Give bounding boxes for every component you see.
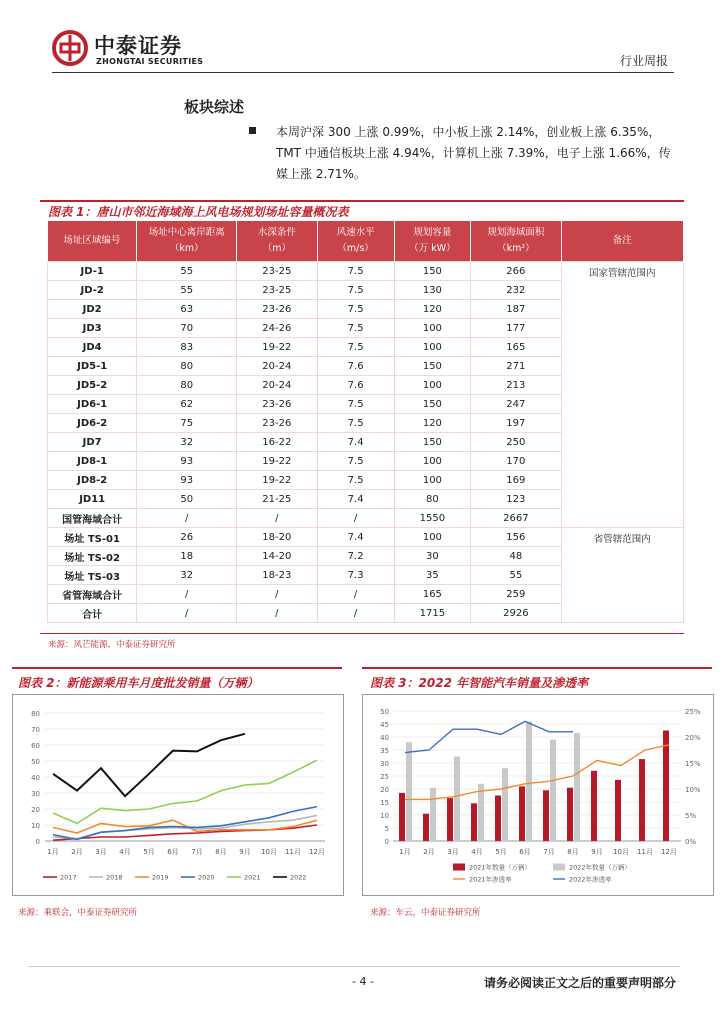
table-cell: 7.6	[317, 357, 394, 376]
chart3-frame	[362, 694, 714, 896]
y2-tick-label: 10%	[685, 786, 701, 794]
table-cell: 150	[394, 395, 470, 414]
table-cell: 23-26	[237, 414, 317, 433]
table-cell: 120	[394, 300, 470, 319]
figure1-title: 图表 1：唐山市邻近海域海上风电场规划场址容量概况表	[48, 205, 349, 219]
figure1-source: 来源：风芒能源、中泰证券研究所	[48, 640, 176, 650]
section-title: 板块综述	[184, 98, 245, 116]
series-line-2022	[53, 734, 245, 796]
y-tick-label: 40	[31, 774, 40, 782]
figure1-bottom-rule	[40, 633, 684, 634]
x-tick-label: 9月	[591, 848, 603, 856]
header-text: （万 kW）	[409, 243, 456, 254]
x-tick-label: 7月	[191, 848, 203, 856]
x-tick-label: 1月	[47, 848, 59, 856]
bar-2021	[519, 786, 525, 841]
table-cell: 232	[471, 281, 561, 300]
site-id-cell: JD5-2	[48, 376, 137, 395]
x-tick-label: 3月	[447, 848, 459, 856]
table-cell: 7.5	[317, 262, 394, 281]
x-tick-label: 5月	[143, 848, 155, 856]
table-cell: /	[317, 509, 394, 528]
site-id-cell: JD-2	[48, 281, 137, 300]
legend-label: 2019	[152, 873, 169, 882]
bar-2021	[615, 780, 621, 841]
table-cell: 80	[137, 357, 237, 376]
table-cell: 7.4	[317, 433, 394, 452]
site-id-cell: JD4	[48, 338, 137, 357]
x-tick-label: 11月	[285, 848, 301, 856]
table-cell: 93	[137, 452, 237, 471]
x-tick-label: 6月	[167, 848, 179, 856]
table-cell: 100	[394, 338, 470, 357]
bar-2022	[454, 757, 460, 842]
table-cell: 48	[471, 547, 561, 566]
table-cell: 23-25	[237, 281, 317, 300]
table-cell: 1715	[394, 604, 470, 623]
table-cell: 93	[137, 471, 237, 490]
site-id-cell: JD8-1	[48, 452, 137, 471]
site-id-cell: JD2	[48, 300, 137, 319]
table-cell: 7.4	[317, 490, 394, 509]
figure2-top-rule	[12, 667, 342, 669]
table-cell: 250	[471, 433, 561, 452]
header-text: （km）	[169, 243, 204, 254]
table-cell: /	[317, 604, 394, 623]
site-id-cell: 国管海域合计	[48, 509, 137, 528]
table-cell: /	[237, 509, 317, 528]
bar-2022	[406, 742, 412, 841]
x-tick-label: 12月	[661, 848, 677, 856]
table-cell: 7.5	[317, 471, 394, 490]
figure3-title: 图表 3：2022 年智能汽车销量及渗透率	[370, 676, 589, 690]
table-body	[48, 262, 684, 623]
table-cell: 55	[471, 566, 561, 585]
header-text: 风速水平	[336, 227, 375, 238]
table-row	[48, 262, 684, 281]
x-tick-label: 1月	[399, 848, 411, 856]
table-cell: 62	[137, 395, 237, 414]
series-line-2020	[53, 807, 317, 840]
table-cell: 7.5	[317, 452, 394, 471]
table-cell: /	[137, 585, 237, 604]
table-cell: 7.3	[317, 566, 394, 585]
y-tick-label: 15	[380, 799, 389, 807]
table-cell: 259	[471, 585, 561, 604]
table-cell: 7.4	[317, 528, 394, 547]
table-cell: /	[137, 509, 237, 528]
table-cell: 2667	[471, 509, 561, 528]
table-cell: 18	[137, 547, 237, 566]
table-cell: 130	[394, 281, 470, 300]
figure3-source: 来源：车云，中泰证券研究所	[370, 908, 481, 918]
table-cell: 120	[394, 414, 470, 433]
legend-swatch	[553, 864, 565, 871]
table-cell: 20-24	[237, 357, 317, 376]
x-tick-label: 8月	[567, 848, 579, 856]
site-id-cell: JD5-1	[48, 357, 137, 376]
table-cell: 177	[471, 319, 561, 338]
x-tick-label: 5月	[495, 848, 507, 856]
table-cell: 156	[471, 528, 561, 547]
site-id-cell: JD8-2	[48, 471, 137, 490]
header-text: 场址区域编号	[63, 235, 121, 246]
x-tick-label: 4月	[471, 848, 483, 856]
table-cell: 23-25	[237, 262, 317, 281]
header-text: 规划海域面积	[487, 227, 545, 238]
y-tick-label: 5	[384, 825, 389, 833]
table-cell: 247	[471, 395, 561, 414]
bar-2021	[591, 771, 597, 841]
table-header-cell	[317, 221, 394, 262]
table-cell: 197	[471, 414, 561, 433]
table-cell: 213	[471, 376, 561, 395]
header-text: （m）	[262, 243, 291, 254]
y-tick-label: 35	[380, 747, 389, 755]
y-tick-label: 50	[380, 708, 389, 716]
table-cell: 100	[394, 471, 470, 490]
section-summary: 本周沪深 300 上涨 0.99%，中小板上涨 2.14%，创业板上涨 6.35%，TMT 中通信板块上涨 4.94%，计算机上涨 7.39%，电子上涨 1.66%，传媒上涨 2.71%。	[276, 125, 671, 181]
y-tick-label: 20	[380, 786, 389, 794]
header-text: （m/s）	[337, 243, 374, 254]
site-id-cell: JD3	[48, 319, 137, 338]
bar-2022	[574, 733, 580, 841]
table-cell: 7.5	[317, 300, 394, 319]
x-tick-label: 4月	[119, 848, 131, 856]
table-cell: 80	[137, 376, 237, 395]
table-header-cell	[48, 221, 137, 262]
table-cell: 100	[394, 376, 470, 395]
legend-label: 2021年数量（万辆）	[469, 863, 532, 872]
table-cell: 187	[471, 300, 561, 319]
bar-2021	[471, 803, 477, 841]
table-cell: 123	[471, 490, 561, 509]
logo-text-en: ZHONGTAI SECURITIES	[96, 57, 204, 66]
y-tick-label: 10	[380, 812, 389, 820]
table-cell: 100	[394, 319, 470, 338]
legend-label: 2021年渗透率	[469, 875, 512, 884]
y-tick-label: 50	[31, 758, 40, 766]
footer-disclaimer: 请务必阅读正文之后的重要声明部分	[483, 976, 676, 990]
ev-wholesale-line-chart	[13, 695, 343, 895]
bar-2021	[567, 788, 573, 841]
table-cell: 100	[394, 528, 470, 547]
table-cell: 150	[394, 433, 470, 452]
legend-label: 2022	[290, 873, 307, 882]
site-id-cell: JD-1	[48, 262, 137, 281]
remark-cell: 省管辖范围内	[561, 528, 683, 623]
header-text: 场址中心离岸距离	[148, 227, 225, 238]
table-header-cell	[237, 221, 317, 262]
x-tick-label: 8月	[215, 848, 227, 856]
smart-car-sales-combo-chart	[363, 695, 713, 895]
table-cell: 55	[137, 262, 237, 281]
bar-2021	[663, 731, 669, 842]
header-text: 规划容量	[413, 227, 452, 238]
site-id-cell: 场址 TS-01	[48, 528, 137, 547]
table-cell: 7.5	[317, 395, 394, 414]
table-cell: 19-22	[237, 452, 317, 471]
legend-label: 2017	[60, 873, 77, 882]
penetration-line-2021	[405, 745, 669, 800]
table-cell: 7.2	[317, 547, 394, 566]
series-line-2021	[53, 760, 317, 823]
legend-label: 2022年数量（万辆）	[569, 863, 632, 872]
table-cell: 7.5	[317, 338, 394, 357]
y2-tick-label: 20%	[685, 734, 701, 742]
bar-2021	[639, 759, 645, 841]
table-header-row	[48, 221, 684, 262]
legend-label: 2021	[244, 873, 261, 882]
x-tick-label: 11月	[637, 848, 653, 856]
site-id-cell: JD6-2	[48, 414, 137, 433]
table-cell: 26	[137, 528, 237, 547]
bar-2021	[495, 796, 501, 842]
site-id-cell: JD7	[48, 433, 137, 452]
table-cell: /	[237, 585, 317, 604]
x-tick-label: 7月	[543, 848, 555, 856]
table-cell: 266	[471, 262, 561, 281]
y-tick-label: 40	[380, 734, 389, 742]
bar-2021	[399, 793, 405, 841]
x-tick-label: 2月	[71, 848, 83, 856]
y2-tick-label: 15%	[685, 760, 701, 768]
table-cell: 271	[471, 357, 561, 376]
y-tick-label: 80	[31, 710, 40, 718]
bar-2022	[550, 740, 556, 841]
y-tick-label: 10	[31, 822, 40, 830]
x-tick-label: 2月	[423, 848, 435, 856]
y-tick-label: 70	[31, 726, 40, 734]
table-cell: 55	[137, 281, 237, 300]
site-id-cell: JD6-1	[48, 395, 137, 414]
table-cell: 23-26	[237, 300, 317, 319]
header-divider	[52, 72, 674, 73]
table-cell: 21-25	[237, 490, 317, 509]
header-text: （km²）	[497, 243, 535, 254]
y-tick-label: 30	[380, 760, 389, 768]
header-text: 备注	[612, 235, 632, 246]
table-cell: 19-22	[237, 471, 317, 490]
table-cell: 19-22	[237, 338, 317, 357]
y2-tick-label: 0%	[685, 838, 697, 846]
figure3-top-rule	[362, 667, 712, 669]
y-tick-label: 25	[380, 773, 389, 781]
bar-2022	[502, 768, 508, 841]
figure2-source: 来源：乘联会，中泰证券研究所	[18, 908, 138, 918]
table-cell: 7.5	[317, 319, 394, 338]
table-cell: 70	[137, 319, 237, 338]
bullet-square-icon	[249, 127, 256, 134]
table-cell: 32	[137, 566, 237, 585]
table-cell: 150	[394, 262, 470, 281]
bar-2022	[478, 784, 484, 841]
table-cell: /	[317, 585, 394, 604]
bar-2021	[423, 814, 429, 841]
x-tick-label: 6月	[519, 848, 531, 856]
report-type-label: 行业周报	[619, 54, 668, 68]
site-id-cell: 合计	[48, 604, 137, 623]
bar-2021	[543, 790, 549, 841]
legend-label: 2022年渗透率	[569, 875, 612, 884]
y-tick-label: 30	[31, 790, 40, 798]
x-tick-label: 3月	[95, 848, 107, 856]
table-cell: 150	[394, 357, 470, 376]
site-id-cell: JD11	[48, 490, 137, 509]
table-cell: 63	[137, 300, 237, 319]
table-row	[48, 528, 684, 547]
bar-2022	[430, 788, 436, 841]
table-cell: 2926	[471, 604, 561, 623]
chart2-frame	[12, 694, 344, 896]
table-cell: 18-23	[237, 566, 317, 585]
table-cell: 83	[137, 338, 237, 357]
footer-divider	[28, 966, 680, 967]
table-cell: /	[137, 604, 237, 623]
table-cell: 1550	[394, 509, 470, 528]
bar-2021	[447, 798, 453, 841]
legend-label: 2020	[198, 873, 215, 882]
y2-tick-label: 5%	[685, 812, 697, 820]
y-tick-label: 0	[384, 838, 389, 846]
table-cell: 16-22	[237, 433, 317, 452]
table-cell: 7.5	[317, 414, 394, 433]
table-cell: 165	[471, 338, 561, 357]
table-cell: 7.5	[317, 281, 394, 300]
y-tick-label: 60	[31, 742, 40, 750]
table-cell: 165	[394, 585, 470, 604]
site-id-cell: 场址 TS-03	[48, 566, 137, 585]
x-tick-label: 9月	[239, 848, 251, 856]
table-header-cell	[394, 221, 470, 262]
table-cell: 23-26	[237, 395, 317, 414]
table-cell: 80	[394, 490, 470, 509]
figure1-top-rule	[40, 200, 684, 202]
table-cell: 14-20	[237, 547, 317, 566]
y-tick-label: 20	[31, 806, 40, 814]
table-cell: 7.6	[317, 376, 394, 395]
legend-swatch	[453, 864, 465, 871]
y-tick-label: 45	[380, 721, 389, 729]
x-tick-label: 12月	[309, 848, 325, 856]
site-capacity-table	[47, 221, 684, 623]
table-cell: 30	[394, 547, 470, 566]
table-cell: 169	[471, 471, 561, 490]
table-cell: 24-26	[237, 319, 317, 338]
table-cell: 32	[137, 433, 237, 452]
site-id-cell: 场址 TS-02	[48, 547, 137, 566]
site-id-cell: 省管海域合计	[48, 585, 137, 604]
y2-tick-label: 25%	[685, 708, 701, 716]
table-header-cell	[137, 221, 237, 262]
table-header-cell	[471, 221, 561, 262]
figure2-title: 图表 2：新能源乘用车月度批发销量（万辆）	[18, 676, 259, 690]
table-cell: 35	[394, 566, 470, 585]
x-tick-label: 10月	[261, 848, 277, 856]
table-cell: 18-20	[237, 528, 317, 547]
legend-label: 2018	[106, 873, 123, 882]
zhongtai-logo-icon	[52, 30, 88, 66]
header-text: 水深条件	[257, 227, 296, 238]
table-cell: 100	[394, 452, 470, 471]
table-cell: /	[237, 604, 317, 623]
table-cell: 20-24	[237, 376, 317, 395]
bar-2022	[526, 721, 532, 841]
table-cell: 75	[137, 414, 237, 433]
x-tick-label: 10月	[613, 848, 629, 856]
remark-cell: 国家管辖范围内	[561, 262, 683, 528]
table-cell: 50	[137, 490, 237, 509]
y-tick-label: 0	[35, 838, 40, 846]
table-header-cell	[561, 221, 683, 262]
table-cell: 170	[471, 452, 561, 471]
page-number: - 4 -	[352, 975, 374, 988]
logo-text-cn: 中泰证券	[94, 34, 182, 58]
